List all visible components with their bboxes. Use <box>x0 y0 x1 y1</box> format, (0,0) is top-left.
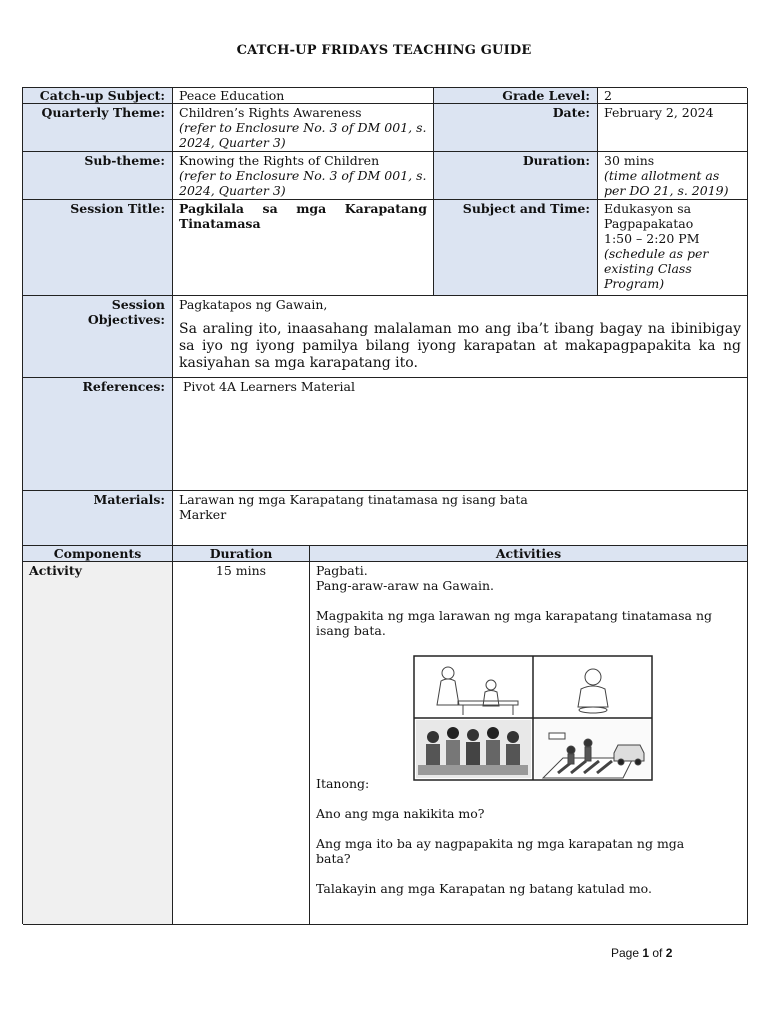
page-current: 1 <box>642 946 650 960</box>
materials-item: Marker <box>179 507 227 522</box>
materials-item: Larawan ng mga Karapatang tinatamasa ng isang bata <box>179 492 528 507</box>
page-prefix: Page <box>611 946 643 960</box>
components-header: Components <box>23 546 173 562</box>
session-title-label: Session Title: <box>23 200 173 296</box>
header-table <box>22 87 747 546</box>
theme-label: Quarterly Theme: <box>23 104 173 152</box>
children-rights-illustration <box>413 655 653 781</box>
subject-value: Peace Education <box>173 88 434 104</box>
subtheme-cell <box>173 152 434 200</box>
subject-time-hours: 1:50 – 2:20 PM <box>604 231 700 246</box>
activity-component: Activity <box>23 562 173 925</box>
subject-time-note: (schedule as per existing Class Program) <box>604 246 709 291</box>
activity-line: Pagbati. <box>316 563 368 578</box>
objectives-text: Sa araling ito, inaasahang malalaman mo ang iba’t ibang bagay na ibinibigay sa iyo ng iyong pamilya bilang iyong karapatan at makapagpapakita ka ng kasiyahan sa mga karapatang ito. <box>179 321 741 371</box>
date-label: Date: <box>434 104 598 152</box>
activities-header: Activities <box>310 546 748 562</box>
theme-cell <box>173 104 434 152</box>
page-number <box>611 946 672 960</box>
subject-label: Catch-up Subject: <box>23 88 173 104</box>
grade-value: 2 <box>598 88 748 104</box>
subtheme-note: (refer to Enclosure No. 3 of DM 001, s. 2024, Quarter 3) <box>179 168 427 198</box>
page-of: of <box>649 946 666 960</box>
session-title-value: Pagkilala sa mga Karapatang Tinatamasa <box>173 200 434 296</box>
activity-line: Talakayin ang mga Karapatan ng batang katulad mo. <box>316 881 652 896</box>
objectives-label: Session Objectives: <box>23 296 173 378</box>
activity-line: Magpakita ng mga larawan ng mga karapatang tinatamasa ng isang bata. <box>316 608 713 638</box>
objectives-intro: Pagkatapos ng Gawain, <box>179 297 328 312</box>
duration-note: (time allotment as per DO 21, s. 2019) <box>604 168 729 198</box>
theme-note: (refer to Enclosure No. 3 of DM 001, s. 2024, Quarter 3) <box>179 120 427 150</box>
document-title: CATCH-UP FRIDAYS TEACHING GUIDE <box>236 43 532 58</box>
materials-label: Materials: <box>23 491 173 547</box>
references-value: Pivot 4A Learners Material <box>173 378 748 491</box>
activity-line: Itanong: <box>316 776 370 791</box>
theme-value: Children’s Rights Awareness <box>179 105 362 120</box>
duration-cell <box>598 152 748 200</box>
panel-family-icon <box>416 720 531 778</box>
subject-time-cell <box>598 200 748 296</box>
panel-crossing-icon <box>535 720 650 778</box>
activity-duration: 15 mins <box>173 562 310 925</box>
grade-label: Grade Level: <box>434 88 598 104</box>
activity-line: Pang-araw-araw na Gawain. <box>316 578 495 593</box>
references-label: References: <box>23 378 173 491</box>
date-value: February 2, 2024 <box>598 104 748 152</box>
page-total: 2 <box>665 946 673 960</box>
activity-line: Ano ang mga nakikita mo? <box>316 806 485 821</box>
subject-time-value: Edukasyon sa Pagpapakatao <box>604 201 694 231</box>
materials-cell <box>173 491 748 547</box>
duration-header: Duration <box>173 546 310 562</box>
duration-value: 30 mins <box>604 153 655 168</box>
subtheme-label: Sub-theme: <box>23 152 173 200</box>
subject-time-label: Subject and Time: <box>434 200 598 296</box>
activity-line: Ang mga ito ba ay nagpapakita ng mga karapatan ng mga bata? <box>316 836 685 866</box>
duration-label: Duration: <box>434 152 598 200</box>
objectives-cell <box>173 296 748 378</box>
subtheme-value: Knowing the Rights of Children <box>179 153 380 168</box>
